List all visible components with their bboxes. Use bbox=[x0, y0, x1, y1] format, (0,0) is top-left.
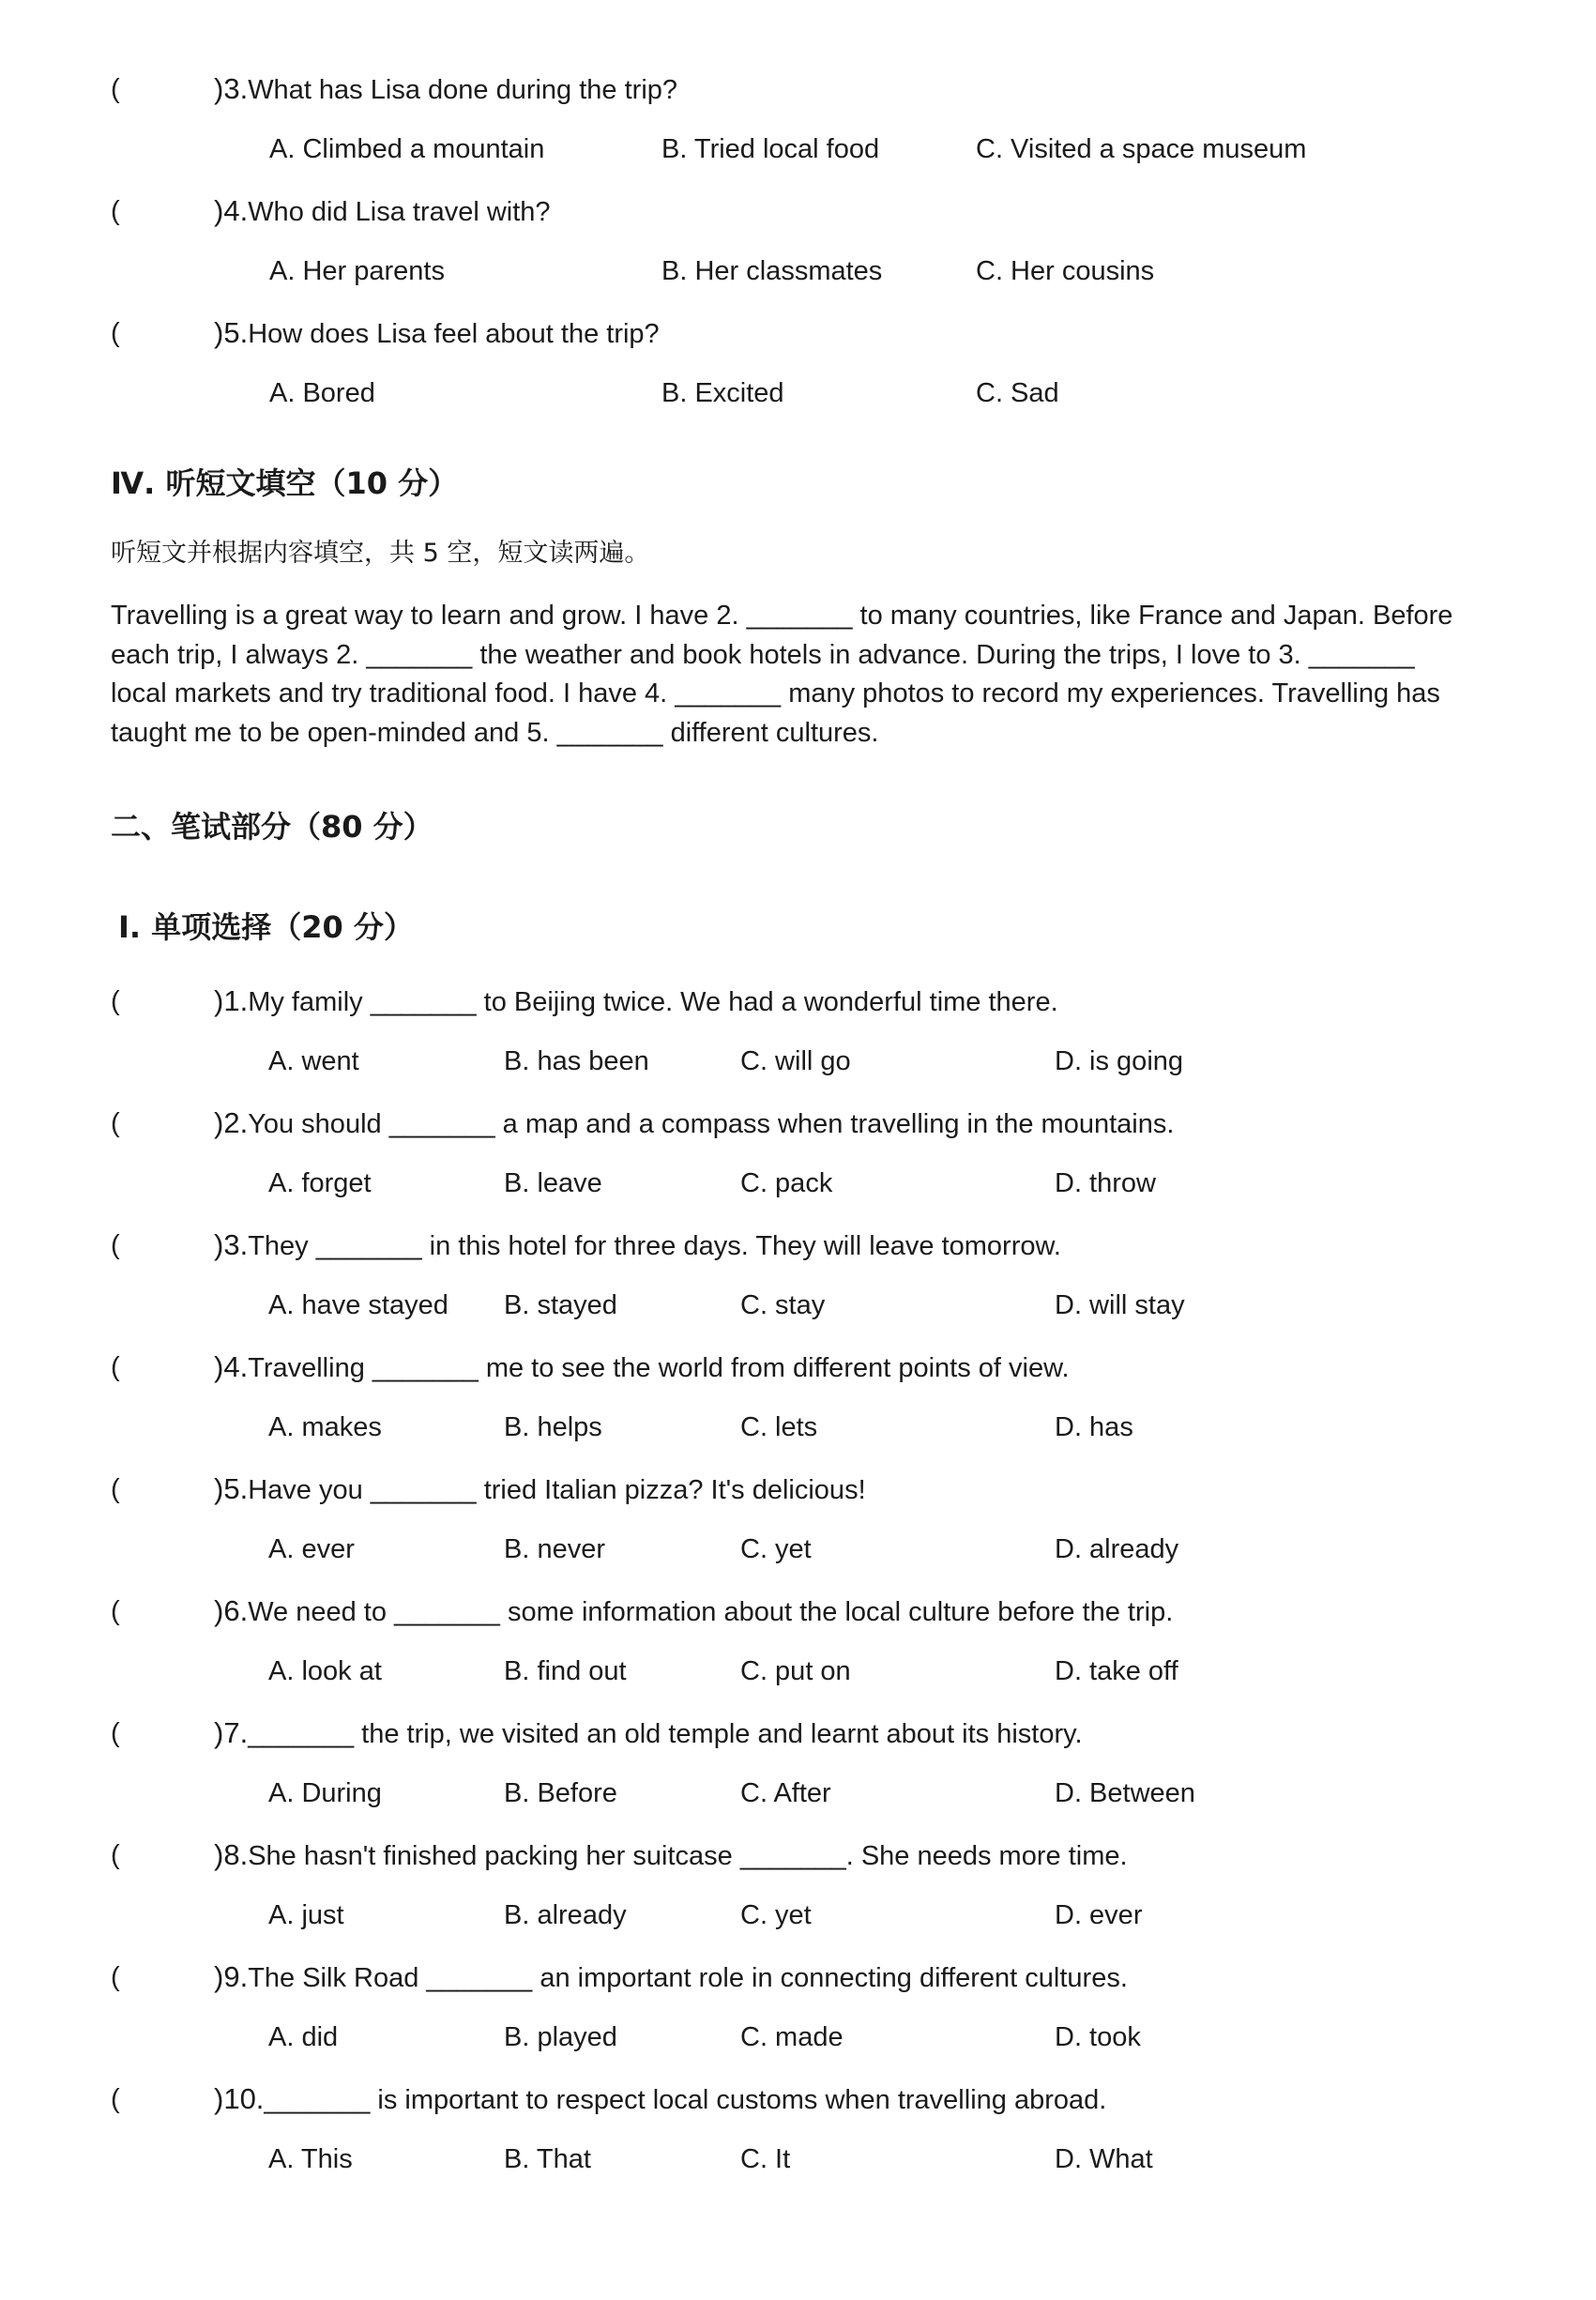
option-d: D. took bbox=[1055, 2022, 1141, 2052]
option-c: C. yet bbox=[740, 1900, 812, 1930]
section-iv-heading: Ⅳ. 听短文填空（10 分） bbox=[111, 465, 459, 501]
passage-line: each trip, I always 2. _______ the weather and book hotels in advance. During the trips, I love to 3. _______ bbox=[111, 639, 1415, 670]
answer-bracket-open: ( bbox=[111, 318, 120, 348]
option-a: A. Her parents bbox=[269, 256, 445, 286]
option-d: D. is going bbox=[1055, 1046, 1184, 1076]
option-d: D. Between bbox=[1055, 1778, 1195, 1808]
option-c: C. will go bbox=[740, 1046, 851, 1076]
option-c: C. yet bbox=[740, 1534, 812, 1564]
answer-bracket-open: ( bbox=[111, 1108, 120, 1138]
option-b: B. has been bbox=[504, 1046, 649, 1076]
listening-question-4 bbox=[111, 183, 1518, 239]
mc-options-8 bbox=[0, 1887, 1596, 1943]
mc-options-5 bbox=[0, 1521, 1596, 1577]
option-a: A. ever bbox=[268, 1534, 355, 1564]
option-c: C. It bbox=[740, 2144, 791, 2174]
option-c: C. put on bbox=[740, 1656, 851, 1686]
option-a: A. have stayed bbox=[268, 1290, 448, 1320]
answer-bracket-open: ( bbox=[111, 1596, 120, 1626]
question-stem: )7._______ the trip, we visited an old temple and learnt about its history. bbox=[214, 1716, 1083, 1749]
mc-options-9 bbox=[0, 2009, 1596, 2065]
question-stem: )4.Travelling _______ me to see the world from different points of view. bbox=[214, 1350, 1070, 1383]
mc-options-4 bbox=[0, 1399, 1596, 1455]
mc-options-7 bbox=[0, 1765, 1596, 1821]
option-c: C. Sad bbox=[976, 378, 1059, 408]
answer-bracket-open: ( bbox=[111, 1840, 120, 1870]
section-i-heading: Ⅰ. 单项选择（20 分） bbox=[118, 909, 414, 945]
option-d: D. take off bbox=[1055, 1656, 1178, 1686]
option-b: B. Excited bbox=[661, 378, 784, 408]
mc-options-2 bbox=[0, 1155, 1596, 1211]
question-stem: )1.My family _______ to Beijing twice. We had a wonderful time there. bbox=[214, 984, 1058, 1017]
option-d: D. throw bbox=[1055, 1168, 1156, 1198]
listening-options-5 bbox=[0, 365, 1596, 421]
question-stem: )3.They _______ in this hotel for three days. They will leave tomorrow. bbox=[214, 1228, 1061, 1261]
passage-line: Travelling is a great way to learn and grow. I have 2. _______ to many countries, like France and Japan. Before bbox=[111, 601, 1453, 631]
option-b: B. never bbox=[504, 1534, 605, 1564]
option-d: D. has bbox=[1055, 1412, 1133, 1442]
mc-options-10 bbox=[0, 2131, 1596, 2187]
option-d: D. ever bbox=[1055, 1900, 1143, 1930]
section-iv-passage bbox=[111, 597, 1518, 753]
mc-question-6 bbox=[111, 1583, 1518, 1639]
option-d: D. already bbox=[1055, 1534, 1179, 1564]
option-a: A. This bbox=[268, 2144, 353, 2174]
question-stem: )2.You should _______ a map and a compass when travelling in the mountains. bbox=[214, 1106, 1175, 1139]
answer-bracket-open: ( bbox=[111, 74, 120, 104]
question-stem: )6.We need to _______ some information about the local culture before the trip. bbox=[214, 1594, 1174, 1627]
mc-options-6 bbox=[0, 1643, 1596, 1699]
option-c: C. made bbox=[740, 2022, 844, 2052]
mc-options-1 bbox=[0, 1033, 1596, 1089]
mc-question-4 bbox=[111, 1339, 1518, 1395]
option-b: B. already bbox=[504, 1900, 627, 1930]
answer-bracket-open: ( bbox=[111, 196, 120, 226]
mc-options-3 bbox=[0, 1277, 1596, 1333]
mc-question-2 bbox=[111, 1095, 1518, 1151]
listening-options-4 bbox=[0, 243, 1596, 299]
answer-bracket-open: ( bbox=[111, 1474, 120, 1504]
option-b: B. Before bbox=[504, 1778, 617, 1808]
option-b: B. Tried local food bbox=[661, 134, 880, 164]
question-stem: )3.What has Lisa done during the trip? bbox=[214, 72, 678, 105]
question-stem: )9.The Silk Road _______ an important role in connecting different cultures. bbox=[214, 1960, 1128, 1993]
option-a: A. Climbed a mountain bbox=[269, 134, 545, 164]
option-a: A. Bored bbox=[269, 378, 375, 408]
question-stem: )10._______ is important to respect local customs when travelling abroad. bbox=[214, 2082, 1107, 2115]
option-a: A. just bbox=[268, 1900, 344, 1930]
answer-bracket-open: ( bbox=[111, 1962, 120, 1992]
answer-bracket-open: ( bbox=[111, 1352, 120, 1382]
option-c: C. Her cousins bbox=[976, 256, 1155, 286]
answer-bracket-open: ( bbox=[111, 1230, 120, 1260]
question-stem: )5.Have you _______ tried Italian pizza? It's delicious! bbox=[214, 1472, 866, 1505]
answer-bracket-open: ( bbox=[111, 2084, 120, 2114]
answer-bracket-open: ( bbox=[111, 1718, 120, 1748]
option-b: B. played bbox=[504, 2022, 617, 2052]
option-a: A. did bbox=[268, 2022, 339, 2052]
mc-question-8 bbox=[111, 1827, 1518, 1883]
option-b: B. stayed bbox=[504, 1290, 617, 1320]
option-d: D. will stay bbox=[1055, 1290, 1185, 1320]
mc-question-5 bbox=[111, 1461, 1518, 1517]
option-c: C. stay bbox=[740, 1290, 826, 1320]
listening-options-3 bbox=[0, 121, 1596, 177]
question-stem: )5.How does Lisa feel about the trip? bbox=[214, 316, 660, 349]
option-c: C. Visited a space museum bbox=[976, 134, 1307, 164]
section-iv-instruction: 听短文并根据内容填空，共 5 空，短文读两遍。 bbox=[111, 539, 650, 568]
mc-question-3 bbox=[111, 1217, 1518, 1273]
option-a: A. look at bbox=[268, 1656, 382, 1686]
part-two-heading: 二、笔试部分（80 分） bbox=[111, 809, 433, 845]
question-stem: )8.She hasn't finished packing her suitcase _______. She needs more time. bbox=[214, 1838, 1128, 1871]
option-c: C. After bbox=[740, 1778, 831, 1808]
option-c: C. pack bbox=[740, 1168, 833, 1198]
option-d: D. What bbox=[1055, 2144, 1153, 2174]
mc-question-7 bbox=[111, 1705, 1518, 1761]
mc-question-9 bbox=[111, 1949, 1518, 2005]
option-a: A. went bbox=[268, 1046, 359, 1076]
listening-question-3 bbox=[111, 61, 1518, 117]
option-b: B. find out bbox=[504, 1656, 627, 1686]
mc-question-10 bbox=[111, 2071, 1518, 2127]
option-b: B. leave bbox=[504, 1168, 602, 1198]
option-b: B. Her classmates bbox=[661, 256, 883, 286]
answer-bracket-open: ( bbox=[111, 986, 120, 1016]
passage-line: local markets and try traditional food. I have 4. _______ many photos to record my experiences. Travelling has bbox=[111, 678, 1440, 708]
option-a: A. During bbox=[268, 1778, 382, 1808]
option-a: A. forget bbox=[268, 1168, 372, 1198]
listening-question-5 bbox=[111, 305, 1518, 361]
option-b: B. helps bbox=[504, 1412, 602, 1442]
option-c: C. lets bbox=[740, 1412, 818, 1442]
question-stem: )4.Who did Lisa travel with? bbox=[214, 194, 551, 227]
mc-question-1 bbox=[111, 973, 1518, 1029]
option-b: B. That bbox=[504, 2144, 591, 2174]
option-a: A. makes bbox=[268, 1412, 382, 1442]
passage-line: taught me to be open-minded and 5. _______ different cultures. bbox=[111, 717, 879, 748]
